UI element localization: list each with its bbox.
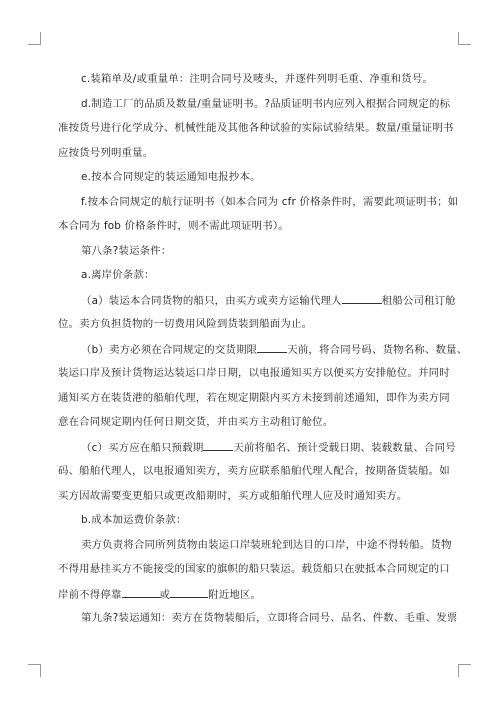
page-corner-mark-top-right (458, 32, 471, 45)
text-line: 通知买方在装货港的船舶代理，若在规定期限内买方未接到前述通知，即作为卖方同 (58, 392, 450, 404)
text-line: 码、船舶代理人，以电报通知卖方，卖方应联系船舶代理人配合，按期备货装船。如 (58, 465, 450, 477)
text-segment: 岸前不得停靠 (58, 589, 122, 601)
text-segment: 天前将船名、预计受载日期、装载数量、合同号 (233, 442, 456, 454)
text-segment: 租船公司租订舱 (381, 295, 456, 307)
text-line: e.按本合同规定的装运通知电报抄本。 (81, 171, 261, 183)
text-line: c.装箱单及/或重量单：注明合同号及唛头，并逐件列明毛重、净重和货号。 (81, 73, 434, 85)
subsection-heading: b.成本加运费价条款： (81, 514, 187, 526)
text-line (58, 587, 261, 602)
text-line: 本合同为 fob 价格条件时，则不需此项证明书）。 (58, 220, 289, 232)
text-segment: （c）买方应在船只预载期 (81, 442, 204, 454)
text-line: f.按本合同规定的航行证明书（如本合同为 cfr 价格条件时，需要此项证明书；如 (81, 196, 459, 208)
fill-in-blank (203, 440, 233, 451)
text-line (81, 342, 467, 357)
text-line: 买方因故需要变更船只或更改船期时，买方或船舶代理人应及时通知卖方。 (58, 490, 408, 502)
section-heading: 第九条?装运通知：卖方在货物装船后，立即将合同号、品名、件数、毛重、发票 (81, 612, 458, 624)
text-line: 不得用悬挂买方不能接受的国家的旗帜的船只装运。载货船只在驶抵本合同规定的口 (58, 563, 450, 575)
text-line: 卖方负责将合同所列货物由装运口岸装班轮到达目的口岸，中途不得转船。货物 (81, 539, 452, 551)
text-line: 准按货号进行化学成分、机械性能及其他各种试验的实际试验结果。数量/重量证明书 (58, 122, 454, 134)
text-segment: （a）装运本合同货物的船只，由买方或卖方运输代理人 (81, 295, 342, 307)
fill-in-blank (170, 587, 208, 598)
text-line: d.制造工厂的品质及数量/重量证明书。?品质证明书内应列入根据合同规定的标 (81, 98, 451, 110)
fill-in-blank (257, 342, 287, 353)
page-corner-mark-bottom-right (458, 664, 471, 677)
fill-in-blank (122, 587, 160, 598)
text-line: 应按货号列明重量。 (58, 147, 154, 159)
text-line (81, 293, 456, 308)
page-corner-mark-bottom-left (28, 664, 41, 677)
text-segment: 附近地区。 (208, 589, 262, 601)
text-segment: 天前，将合同号码、货物名称、数量、 (287, 344, 468, 356)
text-segment: 或 (159, 589, 171, 601)
text-segment: （b）卖方必须在合同规定的交货期限 (81, 344, 258, 356)
page-corner-mark-top-left (28, 32, 41, 45)
section-heading: 第八条?装运条件： (81, 245, 172, 257)
fill-in-blank (342, 293, 382, 304)
subsection-heading: a.离岸价条款： (81, 269, 155, 281)
text-line: 位。卖方负担货物的一切费用风险到货装到船面为止。 (58, 318, 313, 330)
text-line (81, 440, 456, 455)
text-line: 装运口岸及预计货物运达装运口岸日期，以电报通知买方以便买方安排舱位。并同时 (58, 367, 450, 379)
text-line: 意在合同规定期内任何日期交货，并由买方主动租订舱位。 (58, 416, 334, 428)
